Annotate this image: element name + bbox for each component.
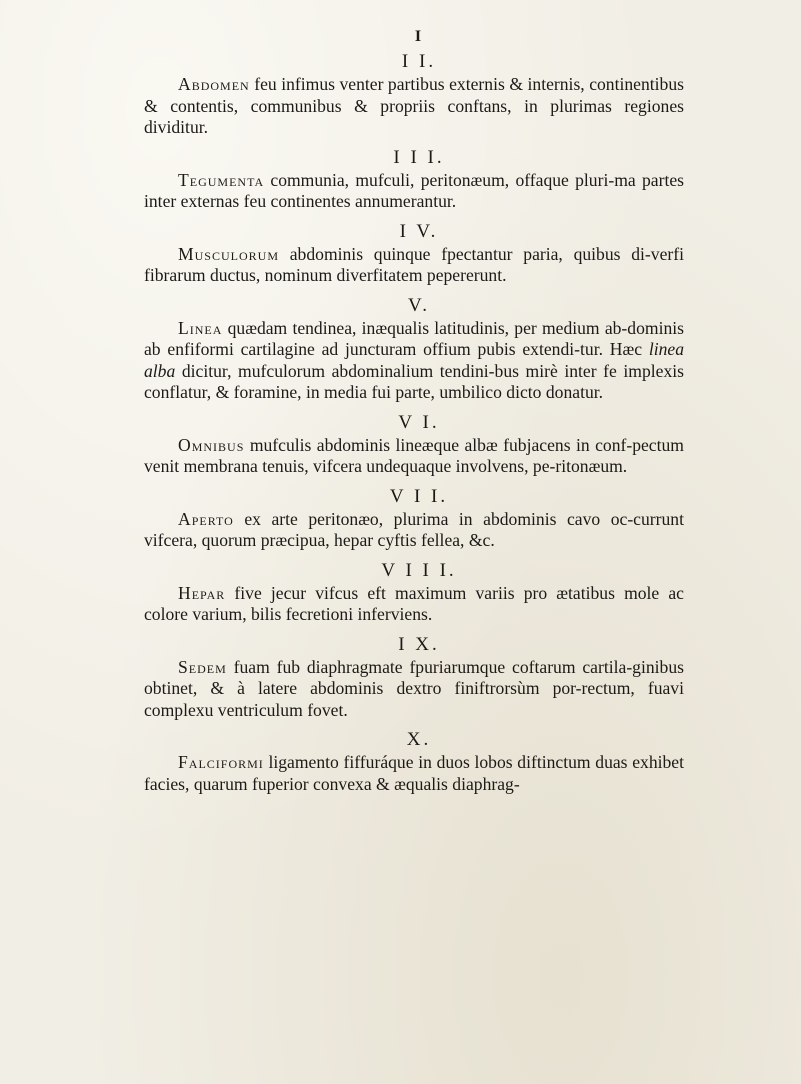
section-vi	[144, 411, 684, 478]
section-v	[144, 294, 684, 404]
paragraph-text: feu infimus venter partibus externis & internis, continentibus & contentis, communibus & propriis conftans, in plurimas regiones dividitur.	[144, 74, 684, 137]
section-numeral: V I.	[398, 411, 440, 433]
lead-word: Linea	[178, 317, 223, 338]
lead-word: Tegumenta	[178, 169, 265, 190]
section-x	[144, 728, 684, 795]
section-numeral: I I I.	[393, 146, 445, 168]
text-block	[144, 26, 684, 802]
paragraph-text: fuam fub diaphragmate fpuriarumque coftarum cartila-ginibus obtinet, & à latere abdominis dextro finiftrorsùm por-rectum, fuavi complexu ventriculum fovet.	[144, 656, 684, 720]
section-ix	[144, 633, 684, 722]
section-numeral: X.	[406, 729, 432, 750]
paragraph-text: abdominis quinque fpectantur paria, quibus di-verfi fibrarum ductus, nominum diverfitatem pepererunt.	[144, 243, 684, 285]
lead-word: Hepar	[178, 582, 226, 603]
italic-term: linea alba	[144, 339, 684, 381]
section-paragraph	[144, 318, 684, 404]
lead-word: Aperto	[178, 508, 234, 529]
page-mark: I	[414, 28, 422, 45]
section-numeral: V I I.	[389, 485, 449, 507]
paragraph-text: communia, mufculi, peritonæum, offaque pluri-ma partes inter externas feu continentes annumerantur.	[144, 169, 684, 211]
paragraph-text: dicitur, mufculorum abdominalium tendini-bus mirè inter fe implexis conflatur, & foramine, in media fui parte, umbilico dicto donatur.	[144, 360, 684, 402]
section-iii	[144, 146, 684, 213]
section-numeral: I I.	[401, 51, 437, 72]
lead-word: Falciformi	[178, 752, 264, 772]
lead-word: Omnibus	[178, 434, 245, 455]
section-numeral: I X.	[398, 633, 440, 655]
paragraph-text: quædam tendinea, inæqualis latitudinis, per medium ab-dominis ab enfiformi cartilagine ad juncturam offium pubis extendi-tur. Hæc	[144, 317, 684, 359]
section-ii	[144, 50, 684, 139]
lead-word: Sedem	[178, 656, 227, 677]
paragraph-text: ligamento fiffuráque in duos lobos diftinctum duas exhibet facies, quarum fuperior convexa & æqualis diaphrag-	[144, 752, 684, 794]
section-paragraph	[144, 170, 684, 213]
paragraph-text: ex arte peritonæo, plurima in abdominis cavo oc-currunt vifcera, quorum præcipua, hepar cyftis fellea, &c.	[144, 508, 684, 550]
section-paragraph	[144, 752, 684, 795]
section-vii	[144, 485, 684, 552]
lead-word: Abdomen	[178, 74, 250, 94]
section-paragraph	[144, 435, 684, 478]
section-paragraph	[144, 657, 684, 722]
paragraph-text: mufculis abdominis lineæque albæ fubjacens in conf-pectum venit membrana tenuis, vifcera undequaque involvens, pe-ritonæum.	[144, 434, 684, 476]
section-numeral: V.	[407, 294, 431, 316]
paragraph-text: five jecur vifcus eft maximum variis pro ætatibus mole ac colore varium, bilis fecretioni inferviens.	[144, 582, 684, 624]
section-viii	[144, 559, 684, 626]
section-paragraph	[144, 74, 684, 139]
section-paragraph	[144, 583, 684, 626]
section-iv	[144, 220, 684, 287]
section-numeral: V I I I.	[381, 559, 457, 581]
section-paragraph	[144, 244, 684, 287]
lead-word: Musculorum	[178, 243, 279, 264]
section-numeral: I V.	[399, 220, 439, 242]
section-paragraph	[144, 509, 684, 552]
